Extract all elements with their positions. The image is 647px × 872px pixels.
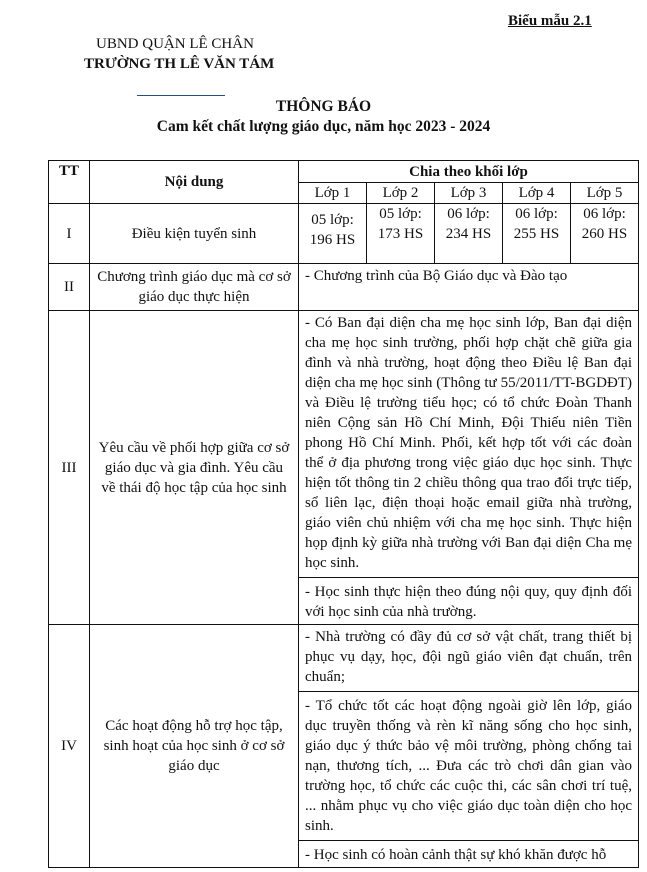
paragraph-divider	[299, 691, 638, 692]
col-group-header: Chia theo khối lớp	[299, 161, 639, 183]
detail-paragraph: - Nhà trường có đầy đủ cơ sở vật chất, trang thiết bị phục vụ dạy, học, đội ngũ giáo viên đạt chuẩn, trên chuẩn;	[305, 629, 632, 685]
school-underline	[137, 95, 225, 96]
col-content-header: Nội dung	[90, 161, 299, 204]
class-count: 06 lớp:	[515, 206, 558, 222]
row-details	[299, 625, 639, 868]
detail-paragraph: - Tổ chức tốt các hoạt động ngoài giờ lên lớp, giáo dục truyền thống và rèn kĩ năng sống cho học sinh, giáo dục ý thức bảo vệ môi trường, phòng chống tai nạn, thương tích, ... Đưa các trò chơi dân gian vào trường học, tổ chức các cuộc thi, các sân chơi trí tuệ, ... nhằm phục vụ cho việc giáo dục toàn diện cho học sinh.	[305, 698, 632, 834]
grade-value	[299, 204, 367, 264]
student-count: 196 HS	[309, 232, 356, 248]
row-number: II	[49, 264, 90, 311]
row-number: I	[49, 204, 90, 264]
organization-name: UBND QUẬN LÊ CHÂN	[96, 36, 254, 52]
row-content: Các hoạt động hỗ trợ học tập, sinh hoạt của học sinh ở cơ sở giáo dục	[90, 625, 299, 868]
form-code: Biểu mẫu 2.1	[508, 13, 592, 29]
grade-value	[571, 204, 639, 264]
detail-paragraph: - Có Ban đại diện cha mẹ học sinh lớp, Ban đại diện cha mẹ học sinh trường, phối hợp chặt chẽ giữa gia đình và nhà trường, hoạt động theo Điều lệ Ban đại diện cha mẹ học sinh (Thông tư 55/2011/TT-BGDĐT) và Điều lệ trường tiểu học; có tổ chức Đoàn Thanh niên Cộng sản Hồ Chí Minh, Đội Thiếu niên Tiền phong Hồ Chí Minh. Phối, kết hợp tốt với các đoàn thể ở địa phương trong việc giáo dục học sinh. Thực hiện tốt thông tin 2 chiều thông qua trao đổi trực tiếp, sổ liên lạc, điện thoại hoặc email giữa nhà trường, giáo viên chủ nhiệm với cha mẹ học sinh. Thực hiện họp định kỳ giữa nhà trường với Ban đại diện Cha mẹ học sinh.	[305, 315, 632, 571]
grade-value	[367, 204, 435, 264]
student-count: 255 HS	[513, 226, 560, 242]
row-details	[299, 264, 639, 311]
row-number: IV	[49, 625, 90, 868]
student-count: 234 HS	[445, 226, 492, 242]
col-tt-header: TT	[49, 161, 90, 204]
class-count: 06 lớp:	[583, 206, 626, 222]
table-row	[49, 264, 639, 311]
grade-header: Lớp 1	[299, 183, 367, 204]
paragraph-divider	[299, 840, 638, 841]
table-row	[49, 311, 639, 625]
table-header-row	[49, 161, 639, 183]
class-count: 06 lớp:	[447, 206, 490, 222]
row-number: III	[49, 311, 90, 625]
row-content: Chương trình giáo dục mà cơ sở giáo dục thực hiện	[90, 264, 299, 311]
grade-value	[503, 204, 571, 264]
table-row	[49, 204, 639, 264]
paragraph-divider	[299, 577, 638, 578]
row-content: Yêu cầu về phối hợp giữa cơ sở giáo dục và gia đình. Yêu cầu về thái độ học tập của học sinh	[90, 311, 299, 625]
grade-header: Lớp 4	[503, 183, 571, 204]
commitment-table	[48, 160, 639, 868]
detail-paragraph: - Học sinh có hoàn cảnh thật sự khó khăn được hỗ	[305, 847, 607, 863]
class-count: 05 lớp:	[311, 212, 354, 228]
grade-value	[435, 204, 503, 264]
student-count: 260 HS	[581, 226, 628, 242]
detail-paragraph: - Học sinh thực hiện theo đúng nội quy, quy định đối với học sinh của nhà trường.	[305, 584, 632, 620]
detail-paragraph: - Chương trình của Bộ Giáo dục và Đào tạo	[305, 268, 568, 284]
grade-header: Lớp 5	[571, 183, 639, 204]
table-row	[49, 625, 639, 868]
grade-header: Lớp 3	[435, 183, 503, 204]
class-count: 05 lớp:	[379, 206, 422, 222]
document-subtitle: Cam kết chất lượng giáo dục, năm học 2023 - 2024	[156, 118, 491, 135]
student-count: 173 HS	[377, 226, 424, 242]
document-title: THÔNG BÁO	[275, 98, 372, 115]
grade-header: Lớp 2	[367, 183, 435, 204]
row-details	[299, 311, 639, 625]
school-name: TRƯỜNG TH LÊ VĂN TÁM	[84, 56, 275, 72]
row-content: Điều kiện tuyển sinh	[90, 204, 299, 264]
